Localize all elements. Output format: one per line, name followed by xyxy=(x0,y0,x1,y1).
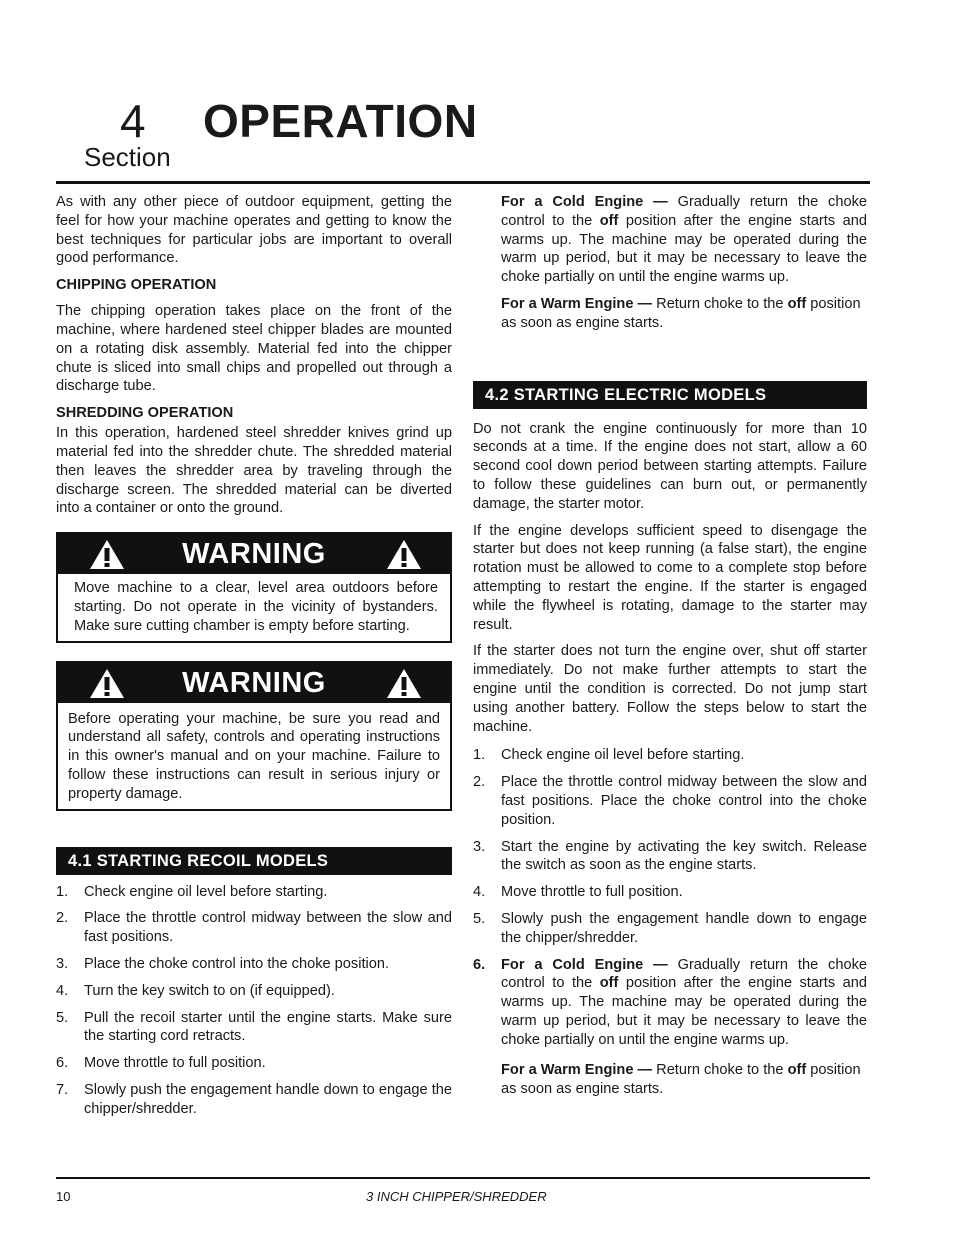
intro-paragraph: As with any other piece of outdoor equipment, getting the feel for how your machine operates and getting to know the best techniques for particular jobs are important to overall good performance. xyxy=(56,194,452,267)
electric-paragraph-1: Do not crank the engine continuously for more than 10 seconds at a time. If the engine does not start, allow a 60 second cool down period between starting attempts. Failure to follow these guidelines can burn out, or permanently damage, the starter motor. xyxy=(473,420,867,512)
electric-paragraph-3: If the starter does not turn the engine over, shut off starter immediately. Do not make further attempts to start the engine until the condition is corrected. Do not jump start using another battery. Follow the steps below to start the machine. xyxy=(473,643,867,735)
shredding-heading: SHREDDING OPERATION xyxy=(56,405,234,422)
right-column xyxy=(473,193,867,1107)
header-rule xyxy=(56,181,870,184)
footer-rule xyxy=(56,1177,870,1179)
list-item: 4. Move throttle to full position. xyxy=(473,884,683,901)
warning-title-2: WARNING xyxy=(182,666,326,699)
warning-text-1: Move machine to a clear, level area outdoors before starting. Do not operate in the vicinity of bystanders. Make sure cutting chamber is empty before starting. xyxy=(74,580,438,634)
warning-box-1 xyxy=(56,532,452,642)
warning-title-1: WARNING xyxy=(182,538,326,571)
list-item: 5. Slowly push the engagement handle down to engage the chipper/shredder. xyxy=(473,910,867,946)
section-4-1-heading: 4.1 STARTING RECOIL MODELS xyxy=(56,847,452,875)
warning-text-2: Before operating your machine, be sure you read and understand all safety, controls and operating instructions in this owner's manual and on your machine. Failure to follow these instructions can result in serious injury or property damage. xyxy=(68,710,440,802)
section-number: 4 xyxy=(120,95,146,147)
list-item: 7. Slowly push the engagement handle down to engage the chipper/shredder. xyxy=(56,1081,452,1117)
list-item: 3. Place the choke control into the choke position. xyxy=(56,955,390,972)
section-title: OPERATION xyxy=(203,95,478,147)
footer-title: 3 INCH CHIPPER/SHREDDER xyxy=(366,1189,547,1204)
warning-triangle-icon xyxy=(385,667,423,700)
list-item: 6. Move throttle to full position. xyxy=(56,1055,266,1072)
shredding-paragraph: In this operation, hardened steel shredder knives grind up material fed into the shredder chute. The shredded material then leaves the shredder area by traveling through the discharge screen. The shredded material can be diverted into a container or onto the ground. xyxy=(56,425,452,517)
list-item: 3. Start the engine by activating the key switch. Release the switch as soon as the engine starts. xyxy=(473,838,867,874)
list-item: 1. Check engine oil level before starting. xyxy=(56,883,328,900)
cold-engine-paragraph: For a Cold Engine — Gradually return the choke control to the off position after the engine starts and warms up. The machine may be operated during the warm up period, but it may be necessary to leave the choke partially on until the engine warms up. xyxy=(501,194,867,286)
warning-header-1 xyxy=(58,534,450,574)
left-column xyxy=(56,193,452,1127)
section-label: Section xyxy=(84,142,171,172)
list-item: 5. Pull the recoil starter until the engine starts. Make sure the starting cord retracts. xyxy=(56,1009,452,1045)
list-item: 2. Place the throttle control midway between the slow and fast positions. xyxy=(56,910,452,946)
list-item: 2. Place the throttle control midway between the slow and fast positions. Place the choke control into the choke position. xyxy=(473,774,867,828)
electric-paragraph-2: If the engine develops sufficient speed to disengage the starter but does not keep running (a false start), the engine rotation must be allowed to come to a complete stop before attempting to restart the engine. If the starter is engaged while the flywheel is rotating, damage to the starter may result. xyxy=(473,522,867,633)
list-item: 6. For a Cold Engine — Gradually return the choke control to the off position after the engine starts and warms up. The machine may be operated during the warm up period, but it may be necessary to leave the choke partially on until the engine warms up. xyxy=(473,956,867,1048)
list-item: 1. Check engine oil level before starting. xyxy=(473,747,745,764)
page-number: 10 xyxy=(56,1189,71,1204)
chipping-paragraph: The chipping operation takes place on the front of the machine, where hardened steel chipper blades are mounted on a rotating disk assembly. Material fed into the chipper chute is sliced into small chips and propelled out through a discharge tube. xyxy=(56,303,452,395)
recoil-steps-list xyxy=(56,883,452,1119)
warning-triangle-icon xyxy=(385,538,423,571)
warm-engine-paragraph: For a Warm Engine — Return choke to the off position as soon as engine starts. xyxy=(501,295,861,331)
list-item: 4. Turn the key switch to on (if equipped). xyxy=(56,982,335,999)
section-4-2-heading: 4.2 STARTING ELECTRIC MODELS xyxy=(473,381,867,409)
warm-engine-paragraph-2: For a Warm Engine — Return choke to the off position as soon as engine starts. xyxy=(501,1062,861,1098)
warning-header-2 xyxy=(58,663,450,703)
chipping-heading: CHIPPING OPERATION xyxy=(56,277,217,294)
electric-steps-list xyxy=(473,746,867,1049)
warning-box-2 xyxy=(56,661,452,811)
